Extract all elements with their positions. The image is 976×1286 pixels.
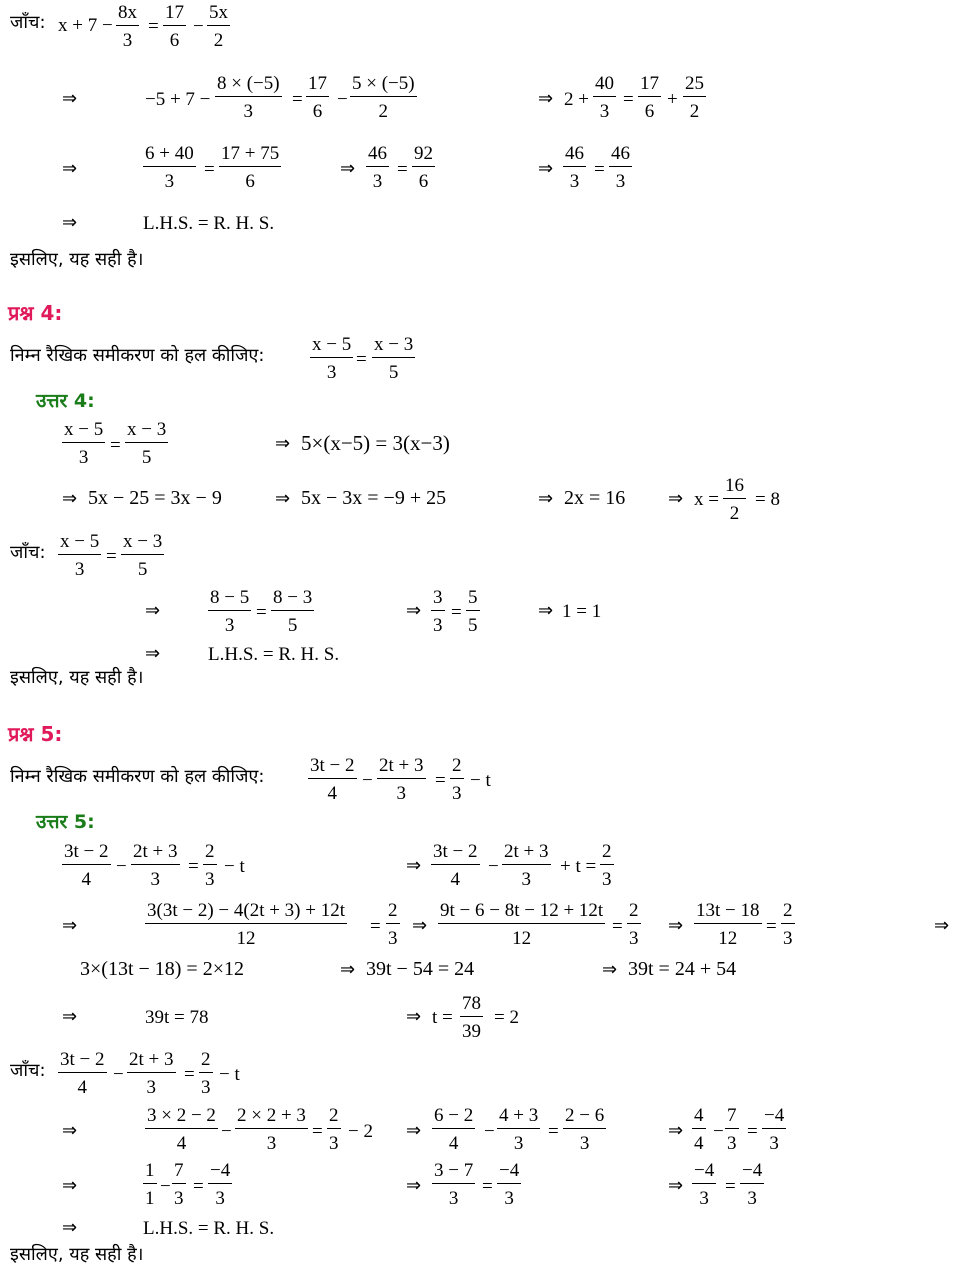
fraction: $\frac{17}{6}$: [308, 73, 327, 122]
fraction: $\frac{16}{2}$: [725, 475, 744, 524]
equals: =: [623, 89, 634, 110]
fraction: $\frac{-4}{3}$: [210, 1160, 231, 1209]
implies-arrow: ⇒: [406, 1175, 422, 1196]
math-text: 3×(13t − 18) = 2×12: [80, 958, 244, 980]
minus: −: [193, 16, 204, 37]
equals: =: [594, 159, 605, 180]
minus: −: [337, 89, 348, 110]
fraction: $\frac{8 \times (-5)}{3}$: [217, 73, 280, 122]
implies-arrow: ⇒: [62, 88, 78, 109]
equals: =: [435, 770, 446, 791]
fraction: $\frac{2}{3}$: [205, 841, 215, 890]
fraction: $\frac{3 - 7}{3}$: [434, 1160, 474, 1209]
fraction: $\frac{8x}{3}$: [118, 2, 137, 51]
implies-arrow: ⇒: [668, 1120, 684, 1141]
math-text: − t: [224, 856, 245, 877]
equals: =: [482, 1176, 493, 1197]
math-text: x + 7 −: [58, 15, 113, 36]
implies-arrow: ⇒: [934, 915, 950, 936]
math-text: 2 +: [564, 89, 589, 110]
fraction: $\frac{2}{3}$: [388, 900, 398, 949]
fraction: $\frac{2}{3}$: [629, 900, 639, 949]
fraction: $\frac{4}{4}$: [694, 1105, 704, 1154]
math-text: 2x = 16: [564, 487, 626, 509]
implies-arrow: ⇒: [62, 1217, 78, 1238]
minus: −: [116, 856, 127, 877]
fraction: $\frac{46}{3}$: [565, 143, 584, 192]
fraction: $\frac{x - 5}{3}$: [312, 334, 352, 383]
fraction: $\frac{5 \times (-5)}{2}$: [352, 73, 415, 122]
fraction: $\frac{9t - 6 - 8t - 12 + 12t}{12}$: [440, 900, 604, 949]
implies-arrow: ⇒: [538, 158, 554, 179]
math-text: − t: [219, 1064, 240, 1085]
fraction: $\frac{78}{39}$: [462, 993, 481, 1042]
fraction: $\frac{40}{3}$: [595, 73, 614, 122]
math-text: 1 = 1: [562, 601, 602, 622]
math-text: −5 + 7 −: [145, 89, 211, 110]
implies-arrow: ⇒: [275, 488, 291, 509]
minus: −: [221, 1121, 232, 1142]
plus: +: [667, 89, 678, 110]
lhs-equals-rhs: L.H.S. = R. H. S.: [143, 213, 275, 234]
fraction: $\frac{25}{2}$: [685, 73, 704, 122]
equals: =: [106, 546, 117, 567]
fraction: $\frac{3t - 2}{4}$: [64, 841, 109, 890]
math-text: 5×(x−5) = 3(x−3): [301, 431, 450, 455]
implies-arrow: ⇒: [62, 1175, 78, 1196]
fraction: $\frac{3t - 2}{4}$: [60, 1049, 105, 1098]
implies-arrow: ⇒: [275, 433, 291, 454]
implies-arrow: ⇒: [62, 1006, 78, 1027]
math-text: t =: [432, 1007, 453, 1028]
math-text: − 2: [348, 1121, 373, 1142]
fraction: $\frac{1}{1}$: [145, 1160, 155, 1209]
fraction: $\frac{-4}{3}$: [742, 1160, 763, 1209]
equals: =: [110, 435, 121, 456]
fraction: $\frac{6 + 40}{3}$: [145, 143, 194, 192]
conclusion: इसलिए, यह सही है।: [10, 249, 144, 270]
fraction: $\frac{3t - 2}{4}$: [310, 755, 355, 804]
equals: =: [451, 602, 462, 623]
fraction: $\frac{5x}{2}$: [209, 2, 228, 51]
math-text: 39t = 78: [145, 1007, 209, 1028]
fraction: $\frac{46}{3}$: [611, 143, 630, 192]
fraction: $\frac{2t + 3}{3}$: [129, 1049, 174, 1098]
fraction: $\frac{2t + 3}{3}$: [504, 841, 549, 890]
equals: =: [256, 602, 267, 623]
implies-arrow: ⇒: [340, 959, 356, 980]
fraction: $\frac{-4}{3}$: [764, 1105, 785, 1154]
implies-arrow: ⇒: [62, 212, 78, 233]
question-title: प्रश्न 4:: [8, 301, 63, 325]
equals: =: [148, 16, 159, 37]
math-text: 5x − 25 = 3x − 9: [88, 487, 222, 509]
implies-arrow: ⇒: [412, 915, 428, 936]
fraction: $\frac{x - 3}{5}$: [374, 334, 414, 383]
math-text: − t: [470, 770, 491, 791]
conclusion: इसलिए, यह सही है।: [10, 1244, 144, 1265]
implies-arrow: ⇒: [340, 158, 356, 179]
fraction: $\frac{2}{3}$: [452, 755, 462, 804]
implies-arrow: ⇒: [62, 915, 78, 936]
fraction: $\frac{-4}{3}$: [694, 1160, 715, 1209]
fraction: $\frac{2t + 3}{3}$: [379, 755, 424, 804]
fraction: $\frac{2}{3}$: [329, 1105, 339, 1154]
math-text: + t =: [560, 856, 597, 877]
implies-arrow: ⇒: [668, 1175, 684, 1196]
implies-arrow: ⇒: [538, 88, 554, 109]
implies-arrow: ⇒: [62, 488, 78, 509]
fraction: $\frac{3(3t - 2) - 4(2t + 3) + 12t}{12}$: [147, 900, 346, 949]
implies-arrow: ⇒: [668, 488, 684, 509]
implies-arrow: ⇒: [62, 158, 78, 179]
minus: −: [362, 770, 373, 791]
check-label: जाँच:: [10, 1060, 46, 1081]
equals: =: [188, 856, 199, 877]
fraction: $\frac{x - 3}{5}$: [127, 419, 167, 468]
fraction: $\frac{17}{6}$: [165, 2, 184, 51]
equals: =: [184, 1064, 195, 1085]
check-label: जाँच:: [10, 12, 46, 33]
fraction: $\frac{8 - 5}{3}$: [210, 587, 250, 636]
lhs-equals-rhs: L.H.S. = R. H. S.: [143, 1218, 275, 1239]
implies-arrow: ⇒: [145, 600, 161, 621]
minus: −: [113, 1064, 124, 1085]
minus: −: [484, 1121, 495, 1142]
equals: =: [204, 159, 215, 180]
fraction: $\frac{17}{6}$: [640, 73, 659, 122]
fraction: $\frac{x - 5}{3}$: [64, 419, 104, 468]
math-text: = 2: [494, 1007, 519, 1028]
fraction: $\frac{8 - 3}{5}$: [273, 587, 313, 636]
conclusion: इसलिए, यह सही है।: [10, 667, 144, 688]
equals: =: [766, 916, 777, 937]
implies-arrow: ⇒: [406, 855, 422, 876]
math-text: = 8: [755, 489, 780, 510]
equals: =: [397, 159, 408, 180]
math-text: 39t = 24 + 54: [628, 958, 737, 980]
check-label: जाँच:: [10, 542, 46, 563]
answer-title: उत्तर 4:: [36, 390, 95, 412]
fraction: $\frac{4 + 3}{3}$: [499, 1105, 539, 1154]
implies-arrow: ⇒: [406, 1006, 422, 1027]
fraction: $\frac{13t - 18}{12}$: [696, 900, 760, 949]
answer-title: उत्तर 5:: [36, 811, 95, 833]
math-text: 39t − 54 = 24: [366, 958, 475, 980]
fraction: $\frac{3}{3}$: [433, 587, 443, 636]
minus: −: [713, 1121, 724, 1142]
math-text: 5x − 3x = −9 + 25: [301, 487, 447, 509]
question-prompt: निम्न रैखिक समीकरण को हल कीजिए:: [10, 766, 265, 787]
equals: =: [193, 1176, 204, 1197]
implies-arrow: ⇒: [602, 959, 618, 980]
fraction: $\frac{7}{3}$: [174, 1160, 184, 1209]
fraction: $\frac{-4}{3}$: [499, 1160, 520, 1209]
equals: =: [747, 1121, 758, 1142]
fraction: $\frac{2}{3}$: [201, 1049, 211, 1098]
fraction: $\frac{2t + 3}{3}$: [133, 841, 178, 890]
fraction: $\frac{x - 5}{3}$: [60, 531, 100, 580]
minus: −: [160, 1176, 171, 1197]
fraction: $\frac{3 \times 2 - 2}{4}$: [147, 1105, 216, 1154]
equals: =: [312, 1121, 323, 1142]
question-title: प्रश्न 5:: [8, 722, 63, 746]
fraction: $\frac{2 \times 2 + 3}{3}$: [237, 1105, 306, 1154]
equals: =: [356, 349, 367, 370]
fraction: $\frac{5}{5}$: [468, 587, 478, 636]
implies-arrow: ⇒: [145, 643, 161, 664]
equals: =: [548, 1121, 559, 1142]
fraction: $\frac{7}{3}$: [727, 1105, 737, 1154]
math-text: x =: [694, 489, 719, 510]
fraction: $\frac{2}{3}$: [602, 841, 612, 890]
fraction: $\frac{17 + 75}{6}$: [221, 143, 280, 192]
fraction: $\frac{6 - 2}{4}$: [434, 1105, 474, 1154]
fraction: $\frac{x - 3}{5}$: [123, 531, 163, 580]
fraction: $\frac{2 - 6}{3}$: [565, 1105, 605, 1154]
equals: =: [725, 1176, 736, 1197]
fraction: $\frac{2}{3}$: [783, 900, 793, 949]
minus: −: [488, 856, 499, 877]
fraction: $\frac{92}{6}$: [414, 143, 433, 192]
equals: =: [292, 89, 303, 110]
implies-arrow: ⇒: [668, 915, 684, 936]
implies-arrow: ⇒: [406, 1120, 422, 1141]
implies-arrow: ⇒: [538, 600, 554, 621]
question-prompt: निम्न रैखिक समीकरण को हल कीजिए:: [10, 345, 265, 366]
equals: =: [370, 916, 381, 937]
fraction: $\frac{46}{3}$: [368, 143, 387, 192]
implies-arrow: ⇒: [406, 600, 422, 621]
fraction: $\frac{3t - 2}{4}$: [433, 841, 478, 890]
equals: =: [612, 916, 623, 937]
lhs-equals-rhs: L.H.S. = R. H. S.: [208, 644, 340, 665]
implies-arrow: ⇒: [538, 488, 554, 509]
implies-arrow: ⇒: [62, 1120, 78, 1141]
